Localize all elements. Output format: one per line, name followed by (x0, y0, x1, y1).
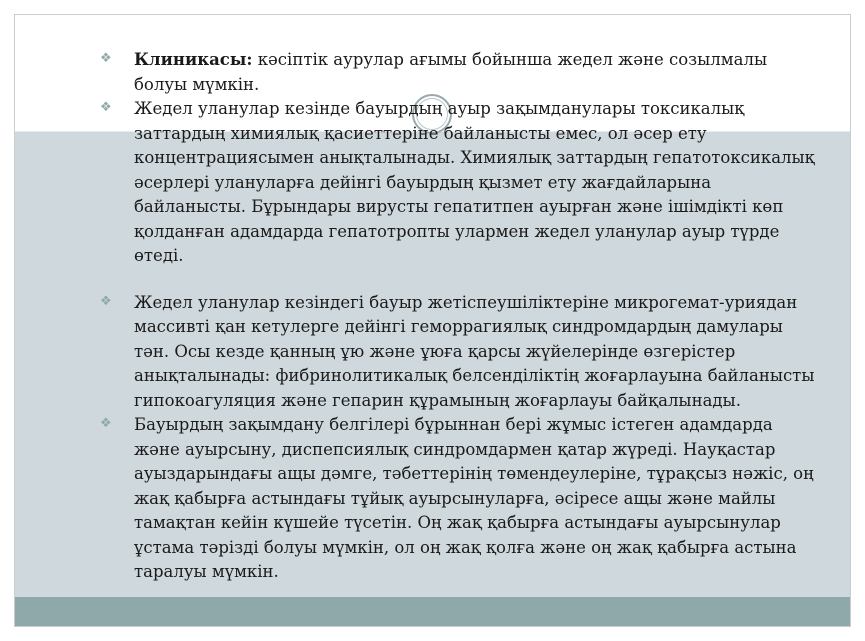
bullet-lead: Клиникасы: (134, 50, 253, 69)
bullet-text: Жедел уланулар кезіндегі бауыр жетіспеушіліктеріне микрогемат-уриядан массивті қан кетулерге дейінгі геморрагиялық синдромдардың дамулары тән. Осы кезде қанның ұю және ұюға қарсы жүйелерінде өзгерістер анықталынады: фибринолитикалық белсенділіктің жоғарлауына байланысты гипокоагуляция және гепарин құрамының жоғарлауы байқалынады. (134, 292, 815, 410)
bullet-icon: ❖ (100, 416, 112, 431)
bullet-item (98, 48, 823, 97)
bullet-item (98, 413, 823, 585)
slide-content (98, 48, 823, 585)
bullet-item (98, 97, 823, 269)
bullet-text: Бауырдың зақымдану белгілері бұрыннан бері жұмыс істеген адамдарда және ауырсыну, диспепсиялық синдромдармен қатар жүреді. Науқастар ауыздарындағы ащы дәмге, тәбеттерінің төмендеулеріне, тұрақсыз нәжіс, оң жақ қабырға астындағы тұйық ауырсынуларға, әсіресе ащы және майлы тамақтан кейін күшейе түсетін. Оң жақ қабырға астындағы ауырсынулар ұстама тәрізді болуы мүмкін, ол оң жақ қолға және оң жақ қабырға астына таралуы мүмкін. (134, 415, 814, 581)
bullet-text: Жедел уланулар кезінде бауырдың ауыр зақымданулары токсикалық заттардың химиялық қасиеттеріне байланысты емес, ол әсер ету концентрациясымен анықталынады. Химиялық заттардың гепатотоксикалық әсерлері улануларға дейінгі бауырдың қызмет ету жағдайларына байланысты. Бұрындары вирусты гепатитпен ауырған және ішімдікті көп қолданған адамдарда гепатотропты улармен жедел уланулар ауыр түрде өтеді. (134, 99, 815, 265)
bullet-icon: ❖ (100, 293, 112, 309)
bullet-text: кәсіптік аурулар ағымы бойынша жедел және созылмалы болуы мүмкін. (134, 50, 768, 94)
bullet-icon: ❖ (100, 100, 112, 115)
bullet-icon: ❖ (100, 51, 112, 66)
bullet-item (98, 291, 823, 414)
bottom-band (15, 597, 850, 627)
